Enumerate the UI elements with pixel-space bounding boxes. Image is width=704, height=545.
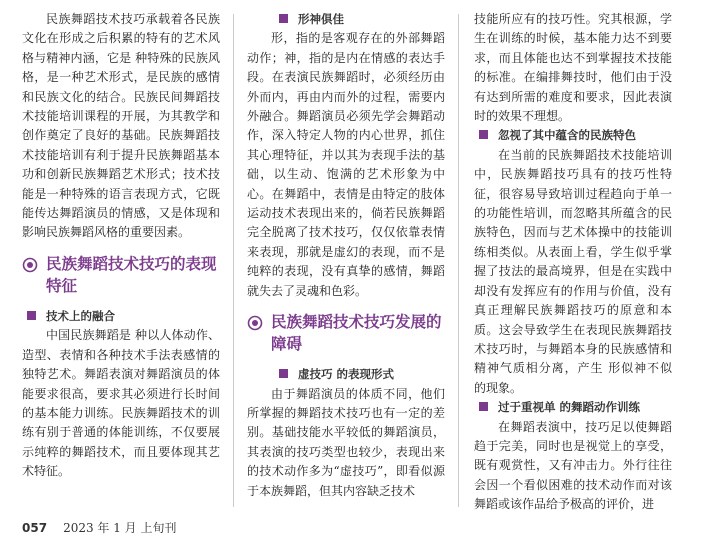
square-bullet-icon — [279, 14, 288, 23]
section-circle-icon — [22, 257, 38, 273]
paragraph: 中国民族舞蹈是 种以人体动作、造型、表情和各种技术手法表感情的独特艺术。舞蹈表演对舞蹈演员的体能要求很高，要求其必须进行长时间的基本能力训练。民族舞蹈技术的训练有别于普通的体能训练，不仅要展示纯粹的舞蹈技术，而且要体现其艺术特征。 — [22, 328, 220, 479]
paragraph: 由于舞蹈演员的体质不同，他们所掌握的舞蹈技术技巧也有一定的差别。基础技能水平较低的舞蹈演员，其表演的技巧类型也较少，表现出来的技术动作多为“虚技巧”，即看似源于本族舞蹈，但其内容缺乏技术 — [247, 386, 445, 498]
subheading: 技术上的融合 — [22, 307, 220, 326]
subheading: 过于重视单 的舞蹈动作训练 — [474, 398, 672, 417]
column-divider — [233, 14, 234, 507]
section-heading — [22, 253, 220, 297]
issue-label: 2023 年 1 月 上旬刊 — [63, 521, 177, 535]
square-bullet-icon — [279, 369, 288, 378]
column-divider — [458, 14, 459, 507]
paragraph: 在当前的民族舞蹈技术技能培训中，民族舞蹈技巧具有的技巧性特征，很容易导致培训过程趋向于单一的功能性培训，而忽略其所蕴含的民族特色，因而与艺术体操中的技能训练相类似。从表面上看，学生似乎掌握了技法的最高境界，但是在实践中却没有发挥应有的作用与价值，没有真正理解民族舞蹈技巧的原意和本质。这会导致学生在表现民族舞蹈技术技巧时，与舞蹈本身的民族感情和精神气质相分离，产生 形似神不似 的现象。 — [474, 147, 672, 395]
paragraph: 在舞蹈表演中，技巧足以使舞蹈趋于完美，同时也是视觉上的享受，既有观赏性，又有冲击力。外行往往会因一个看似困难的技术动作而对该舞蹈或该作品给予极高的评价，进 — [474, 419, 672, 512]
section-circle-icon — [247, 315, 263, 331]
section-heading — [247, 311, 445, 355]
paragraph: 形，指的是客观存在的外部舞蹈动作；神，指的是内在情感的表达手段。在表演民族舞蹈时，必须经历由外而内，再由内而外的过程，需要内外融合。舞蹈演员必须先学会舞蹈动作，深入特定人物的内心世界，抓住其心理特征，并以其为表现手法的基础，以生动、饱满的艺术形象为中心。在舞蹈中，表情是由特定的肢体运动技术表现出来的，倘若民族舞蹈完全脱离了技术技巧，仅仅依靠表情来表现，那就是虚幻的表现，而不是纯粹的表现，没有真挚的感情，舞蹈就失去了灵魂和色彩。 — [247, 31, 445, 298]
page-footer — [22, 519, 177, 536]
subheading: 忽视了其中蕴含的民族特色 — [474, 126, 672, 145]
square-bullet-icon — [27, 311, 36, 320]
section-title: 民族舞蹈技术技巧的表现特征 — [46, 254, 217, 295]
section-title: 民族舞蹈技术技巧发展的障碍 — [271, 313, 442, 354]
subheading: 虚技巧 的表现形式 — [247, 365, 445, 384]
column-1 — [22, 10, 220, 482]
square-bullet-icon — [479, 402, 488, 411]
paragraph: 技能所应有的技巧性。究其根源，学生在训练的时候，基本能力达不到要求，而且体能也达不到掌握技术技能的标准。在编排舞技时，他们由于没有达到所需的难度和要求，因此表演时的效果不理想。 — [474, 12, 672, 124]
paragraph: 民族舞蹈技术技巧承载着各民族文化在形成之后积累的特有的艺术风格与精神内涵，它是 种特殊的民族风格，是一种艺术形式，是民族的感情和民族文化的结合。民族民间舞蹈技术技能培训课程的开展，为其教学和创作奠定了良好的基础。民族舞蹈技术技能培训有利于提升民族舞蹈基本功和创新民族舞蹈艺术形式；技术技能是一种特殊的语言表现方式，它既能传达舞蹈演员的情感，又是体现和影响民族舞蹈风格的重要因素。 — [22, 12, 220, 240]
column-3 — [474, 10, 672, 515]
square-bullet-icon — [479, 130, 488, 139]
page-number: 057 — [22, 521, 48, 535]
column-2 — [247, 10, 445, 501]
subheading: 形神俱佳 — [247, 10, 445, 29]
